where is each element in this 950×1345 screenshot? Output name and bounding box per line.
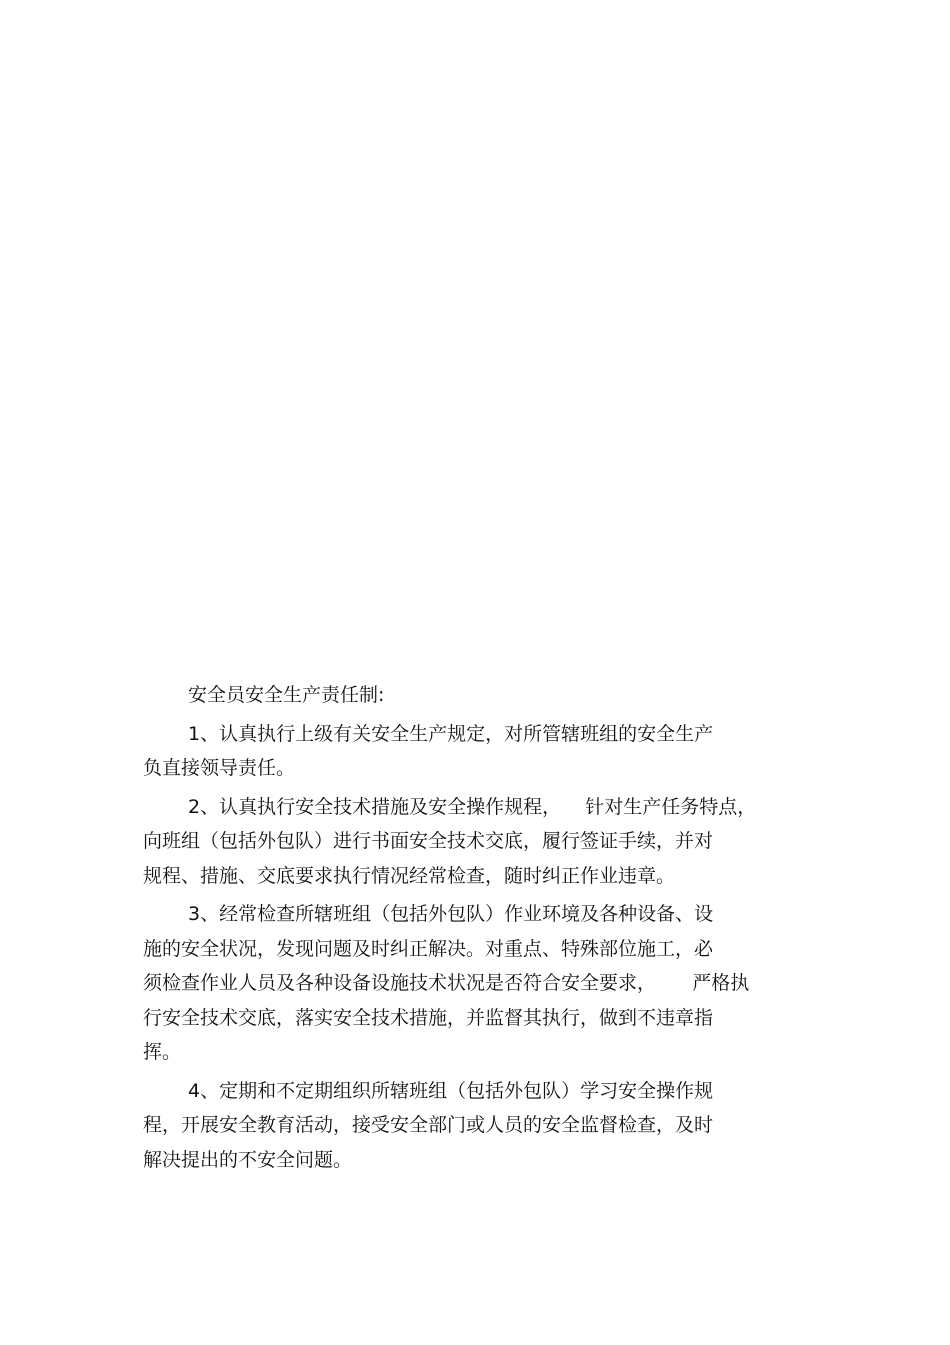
paragraph-line: 4、定期和不定期组织所辖班组（包括外包队）学习安全操作规 [188, 1079, 714, 1102]
paragraph-line: 挥。 [143, 1041, 182, 1063]
paragraph-line: 施的安全状况，发现问题及时纠正解决。对重点、特殊部位施工，必 [143, 937, 714, 960]
paragraph-line: 2、认真执行安全技术措施及安全操作规程， 针对生产任务特点， [188, 795, 757, 818]
paragraph-line: 3、经常检查所辖班组（包括外包队）作业环境及各种设备、设 [188, 903, 714, 925]
paragraph-1 [143, 717, 813, 786]
paragraph-line: 规程、措施、交底要求执行情况经常检查，随时纠正作业违章。 [143, 864, 676, 887]
paragraph-line: 向班组（包括外包队）进行书面安全技术交底，履行签证手续，并对 [143, 830, 714, 852]
paragraph-line: 1、认真执行上级有关安全生产规定，对所管辖班组的安全生产 [188, 722, 714, 745]
document-title: 安全员安全生产责任制: [188, 684, 385, 706]
paragraph-line: 解决提出的不安全问题。 [143, 1148, 353, 1171]
paragraph-3 [143, 897, 813, 1070]
paragraph-line: 须检查作业人员及各种设备设施技术状况是否符合安全要求， 严格执 [143, 972, 750, 994]
paragraph-line: 负直接领导责任。 [143, 757, 296, 779]
paragraph-4 [143, 1074, 813, 1178]
paragraph-2 [143, 790, 813, 894]
paragraph-line: 行安全技术交底，落实安全技术措施，并监督其执行，做到不违章指 [143, 1006, 714, 1029]
document-body [143, 678, 813, 1177]
paragraph-line: 程，开展安全教育活动，接受安全部门或人员的安全监督检查，及时 [143, 1114, 714, 1136]
